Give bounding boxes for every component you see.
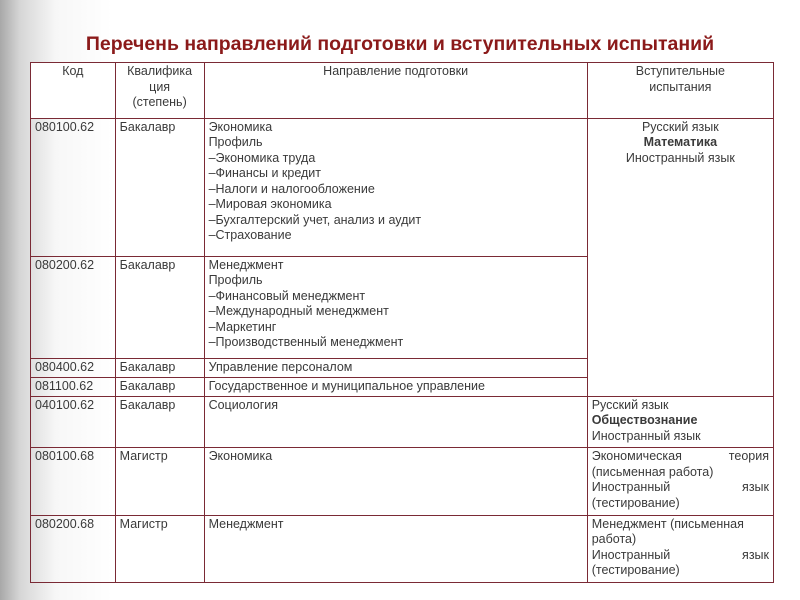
cell-code: 080200.68	[31, 515, 116, 582]
header-direction: Направление подготовки	[204, 63, 587, 119]
table-row	[31, 448, 774, 515]
cell-code: 080200.62	[31, 256, 116, 358]
cell-exams-bachelor: Русский язык Математика Иностранный язык	[587, 118, 773, 396]
cell-direction: Экономика	[204, 448, 587, 515]
header-code: Код	[31, 63, 116, 119]
table-row	[31, 515, 774, 582]
cell-direction: Менеджмент Профиль –Финансовый менеджмент –Международный менеджмент –Маркетинг –Производственный менеджмент	[204, 256, 587, 358]
cell-qualification: Магистр	[115, 515, 204, 582]
cell-direction: Экономика Профиль –Экономика труда –Финансы и кредит –Налоги и налогообложение –Мировая экономика –Бухгалтерский учет, анализ и аудит –Страхование	[204, 118, 587, 256]
cell-code: 081100.62	[31, 377, 116, 396]
table-header-row	[31, 63, 774, 119]
page-title: Перечень направлений подготовки и вступительных испытаний	[85, 33, 715, 55]
header-exams: Вступительные испытания	[587, 63, 773, 119]
cell-qualification: Бакалавр	[115, 256, 204, 358]
cell-exams-master-economics: Экономическая теория (письменная работа) Иностранный язык (тестирование)	[587, 448, 773, 515]
cell-code: 040100.62	[31, 396, 116, 447]
cell-qualification: Бакалавр	[115, 118, 204, 256]
cell-exams-sociology: Русский язык Обществознание Иностранный язык	[587, 396, 773, 447]
cell-qualification: Бакалавр	[115, 358, 204, 377]
table-row	[31, 396, 774, 447]
programs-table	[30, 62, 774, 583]
cell-direction: Социология	[204, 396, 587, 447]
cell-qualification: Бакалавр	[115, 396, 204, 447]
header-qualification: Квалифика ция (степень)	[115, 63, 204, 119]
table-row	[31, 118, 774, 256]
cell-direction: Государственное и муниципальное управление	[204, 377, 587, 396]
cell-code: 080100.62	[31, 118, 116, 256]
cell-code: 080400.62	[31, 358, 116, 377]
cell-qualification: Магистр	[115, 448, 204, 515]
cell-code: 080100.68	[31, 448, 116, 515]
cell-exams-master-management: Менеджмент (письменная работа) Иностранный язык (тестирование)	[587, 515, 773, 582]
cell-direction: Управление персоналом	[204, 358, 587, 377]
cell-direction: Менеджмент	[204, 515, 587, 582]
cell-qualification: Бакалавр	[115, 377, 204, 396]
